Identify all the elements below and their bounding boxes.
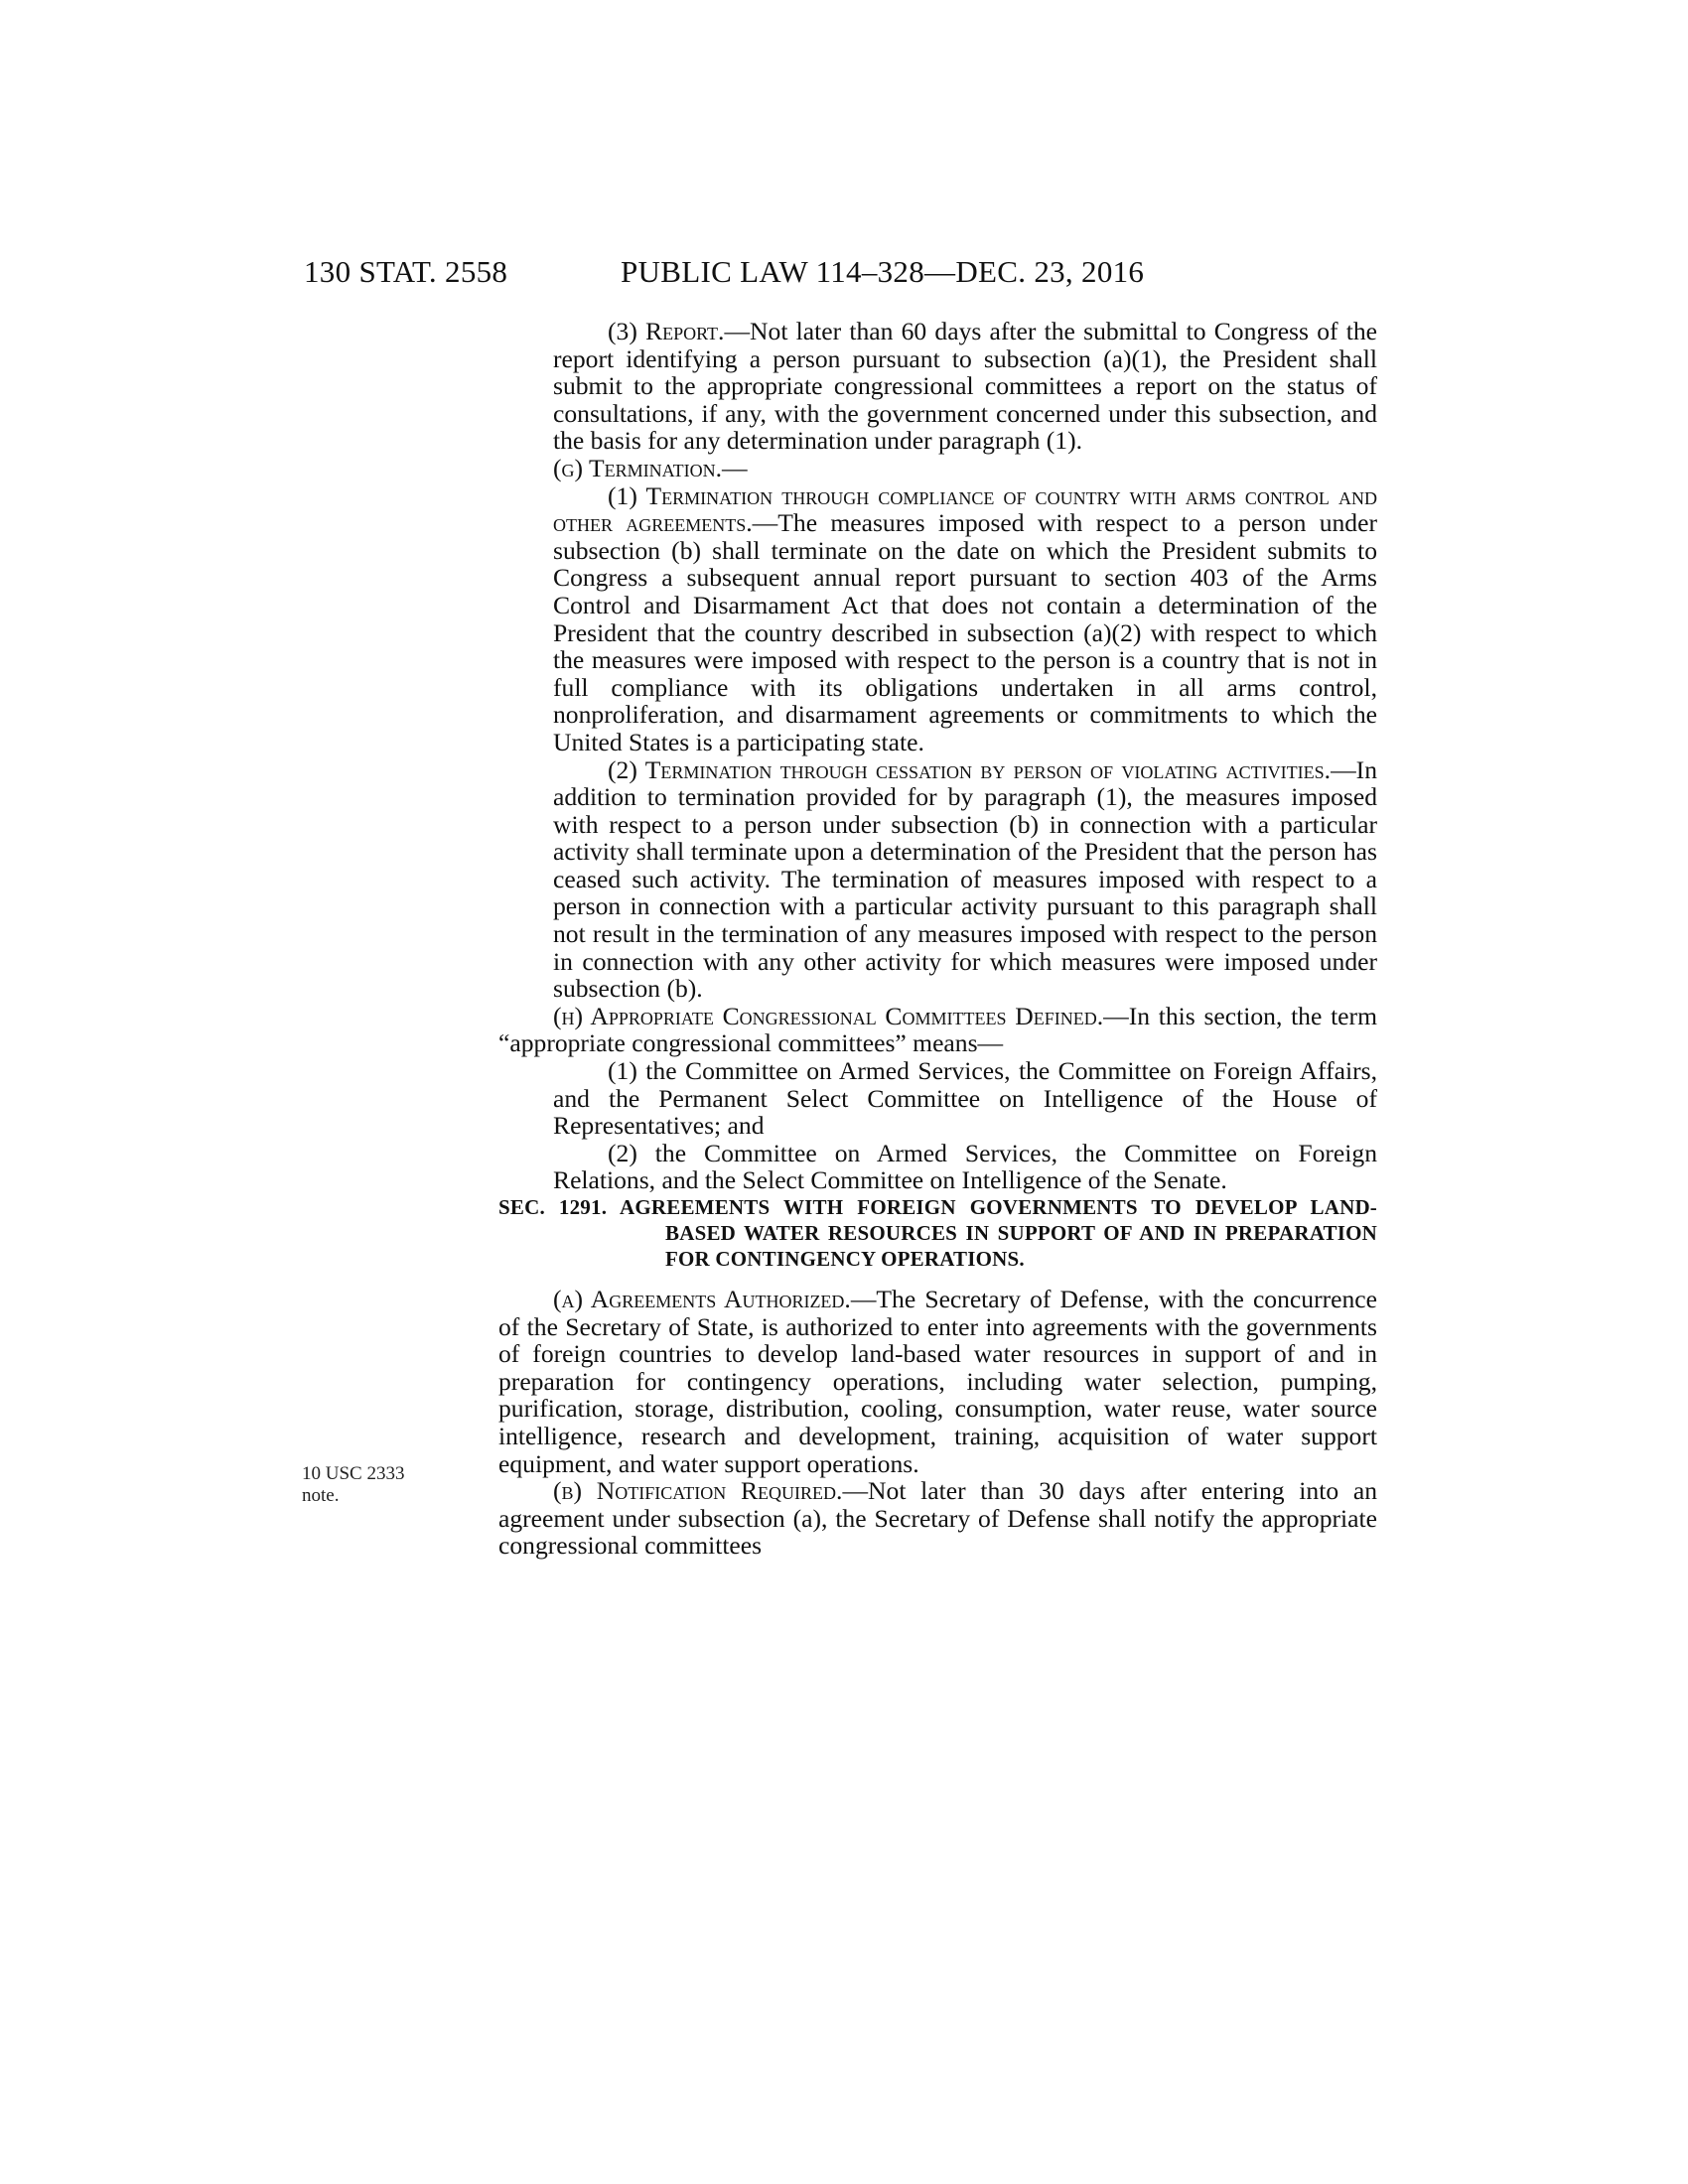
paragraph-b: [498, 1477, 1377, 1560]
heading-committees-defined: (h) Appropriate Congressional Committees Defined.: [553, 1001, 1104, 1030]
paragraph-g: [498, 455, 1377, 482]
text-termination: —: [722, 453, 748, 482]
text-notification-required: —Not later than 30 days after entering into an agreement under subsection (a), the Secretary of Defense shall notify the appropriate congressional committees: [498, 1476, 1378, 1561]
paragraph-h1: (1) the Committee on Armed Services, the Committee on Foreign Affairs, and the Permanent Select Committee on Intelligence of the House of Representatives; and: [553, 1056, 1377, 1141]
heading-report: (3) Report.: [608, 317, 725, 345]
heading-termination: (g) Termination.: [553, 453, 723, 482]
text-agreements-authorized: —The Secretary of Defense, with the concurrence of the Secretary of State, is authorized to enter into agreements with the governments of foreign countries to develop land-based water resources in support of and in preparation for contingency operations, including water selection, pumping, purification, storage, distribution, cooling, consumption, water reuse, water source intelligence, research and development, training, acquisition of water support equipment, and water support operations.: [498, 1285, 1377, 1478]
text-termination-compliance: —The measures imposed with respect to a person under subsection (b) shall terminate on the date on which the President submits to Congress a subsequent annual report pursuant to section 403 of the Arms Control and Disarmament Act that does not contain a determination of the President that the country described in subsection (a)(2) with respect to which the measures were imposed with respect to the person is a country that is not in full compliance with its obligations undertaken in all arms control, nonproliferation, and disarmament agreements or commitments to which the United States is a participating state.: [553, 508, 1377, 756]
text-committees-defined: —In this section, the term “appropriate congressional committees” means—: [498, 1001, 1377, 1058]
margin-note: [302, 1463, 404, 1507]
heading-agreements-authorized: (a) Agreements Authorized.: [553, 1285, 851, 1313]
paragraph-g2: [498, 756, 1377, 1003]
page-reference: 130 STAT. 2558: [304, 254, 508, 289]
margin-note-citation: 10 USC 2333: [302, 1463, 405, 1484]
margin-note-suffix: note.: [302, 1485, 340, 1506]
heading-termination-cessation: (2) Termination through cessation by person of violating activities.: [608, 754, 1332, 784]
section-spacer: [498, 1272, 1377, 1286]
section-heading: SEC. 1291. AGREEMENTS WITH FOREIGN GOVERNMENTS TO DEVELOP LAND-BASED WATER RESOURCES IN SUPPORT OF AND IN PREPARATION FOR CONTINGENCY OPERATIONS.: [498, 1195, 1377, 1271]
paragraph-a: [498, 1286, 1377, 1477]
paragraph-h2: (2) the Committee on Armed Services, the Committee on Foreign Relations, and the Select Committee on Intelligence of the Senate.: [553, 1138, 1377, 1195]
paragraph-h: [498, 1003, 1377, 1057]
document-body: [498, 318, 1377, 1560]
running-title: PUBLIC LAW 114–328—DEC. 23, 2016: [621, 254, 1145, 289]
text-termination-cessation: —In addition to termination provided for by paragraph (1), the measures imposed with respect to a person under subsection (b) in connection with a particular activity shall terminate upon a determination of the President that the person has ceased such activity. The termination of measures imposed with respect to a person in connection with a particular activity pursuant to this paragraph shall not result in the termination of any measures imposed with respect to the person in connection with any other activity for which measures were imposed under subsection (b).: [553, 754, 1377, 1004]
heading-notification-required: (b) Notification Required.: [553, 1476, 843, 1506]
text-report: —Not later than 60 days after the submittal to Congress of the report identifying a person pursuant to subsection (a)(1), the President shall submit to the appropriate congressional committees a report on the status of consultations, if any, with the government concerned under this subsection, and the basis for any determination under paragraph (1).: [553, 317, 1377, 456]
heading-termination-compliance: (1) Termination through compliance of country with arms control and other agreements.: [553, 480, 1377, 538]
paragraph-f3: [498, 318, 1377, 455]
paragraph-g1: [498, 482, 1377, 756]
